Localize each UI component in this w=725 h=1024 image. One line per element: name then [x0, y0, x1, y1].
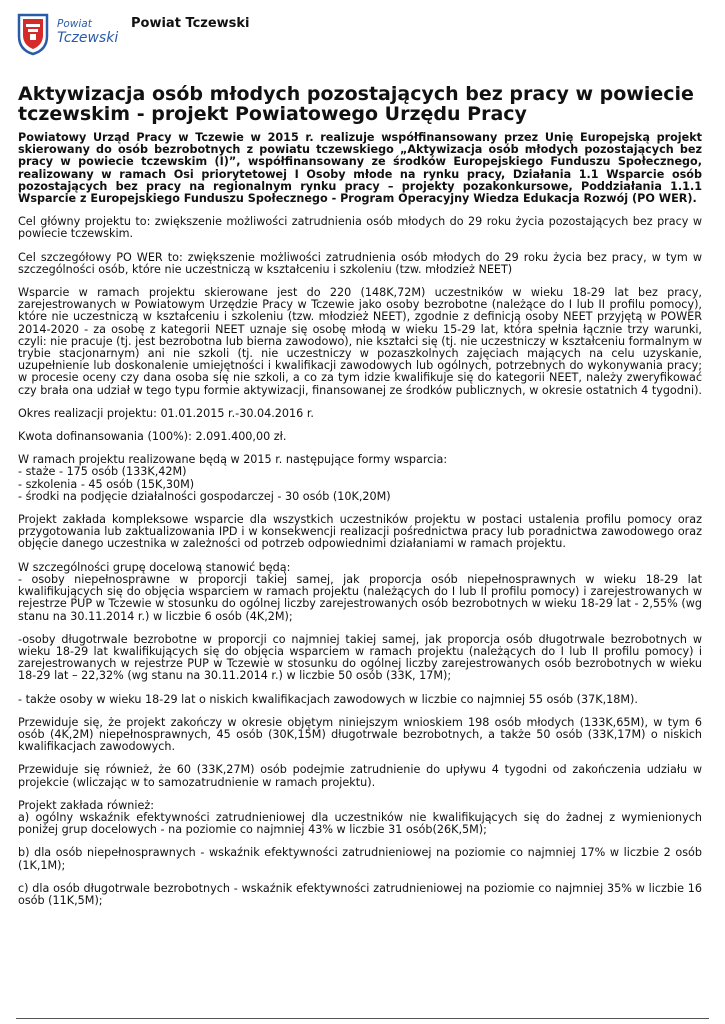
- site-name[interactable]: Powiat Tczewski: [131, 16, 250, 31]
- list-item: - szkolenia - 45 osób (15K,30M): [18, 477, 195, 491]
- indicators-intro: Projekt zakłada również:: [18, 798, 154, 812]
- paragraph-employment-forecast: Przewiduje się również, że 60 (33K,27M) osób podejmie zatrudnienie do upływu 4 tygodni od zakończenia udziału w projekcie (wliczając w to samozatrudnienie w ramach projektu).: [18, 763, 702, 789]
- county-logo[interactable]: [16, 12, 121, 62]
- paragraph-indicators: [18, 800, 702, 837]
- logo-wordmark: [57, 18, 118, 46]
- paragraph-main-goal: Cel główny projektu to: zwiększenie możliwości zatrudnienia osób młodych do 29 roku życia pozostających bez pracy w powiecie tczewskim.: [18, 215, 702, 241]
- paragraph-comprehensive-support: Projekt zakłada kompleksowe wsparcie dla wszystkich uczestników projektu w postaci ustalenia profilu pomocy oraz przygotowania lub zaktualizowania IPD i w konsekwencji realizacji pośrednictwa pracy lub poradnictwa zawodowego oraz objęcie danego uczestnika w zależności od potrzeb odpowiednimi działaniami w ramach projektu.: [18, 513, 702, 551]
- target-group-intro: W szczególności grupę docelową stanowić będą:: [18, 560, 291, 574]
- paragraph-low-qualifications: - także osoby w wieku 18-29 lat o niskich kwalifikacjach zawodowych w liczbie co najmniej 55 osób (37K,18M).: [18, 692, 638, 706]
- article-lead: Powiatowy Urząd Pracy w Tczewie w 2015 r. realizuje współfinansowany przez Unię Europejską projekt skierowany do osób bezrobotnych z powiatu tczewskiego „Aktywizacja osób młodych pozostających bez pracy w powiecie tczewskim (I)”, współfinansowany ze środków Europejskiego Funduszu Społecznego, realizowany w ramach Osi priorytetowej I Osoby młode na rynku pracy, Działania 1.1 Wsparcie osób pozostających bez pracy na regionalnym rynku pracy – projekty pozakonkursowe, Poddziałania 1.1.1 Wsparcie z Europejskiego Funduszu Społecznego - Program Operacyjny Wiedza Edukacja Rozwój (PO WER).: [18, 131, 702, 206]
- logo-line2: Tczewski: [57, 30, 119, 46]
- disabled-group-text: - osoby niepełnosprawne w proporcji takiej samej, jak proporcja osób niepełnosprawnych w wieku 18-29 lat kwalifikujących się do objęcia wsparciem w ramach projektu (należących do I lub II profilu pomocy) i zarejestrowanych w rejestrze PUP w Tczewie w stosunku do ogólnej liczby zarejestrowanych osób bezrobotnych w wieku 18-29 lat - 2,55% (wg stanu na 30.11.2014 r.) w liczbie 6 osób (4K,2M);: [18, 572, 702, 623]
- paragraph-disabled-group: [18, 562, 702, 623]
- paragraph-long-term-unemployed: -osoby długotrwale bezrobotne w proporcji co najmniej takiej samej, jak proporcja osób długotrwale bezrobotnych w wieku 18-29 lat kwalifikujących się do objęcia wsparciem w ramach projektu (należących do I lub II profilu pomocy) i zarejestrowanych w rejestrze PUP w Tczewie w stosunku do ogólnej liczby zarejestrowanych osób bezrobotnych w wieku 18-29 lat – 22,32% (wg stanu na 30.11.2014 r.) w liczbie 50 osób (33K, 17M);: [18, 632, 702, 683]
- paragraph-period: Okres realizacji projektu: 01.01.2015 r.-30.04.2016 r.: [18, 406, 314, 420]
- indicator-c: c) dla osób długotrwale bezrobotnych - wskaźnik efektywności zatrudnieniowej na poziomie co najmniej 35% w liczbie 16 osób (11K,5M);: [18, 881, 702, 907]
- indicator-a: a) ogólny wskaźnik efektywności zatrudnieniowej dla uczestników nie kwalifikujących się do żadnej z wymienionych poniżej grup docelowych - na poziomie co najmniej 43% w liczbie 31 osób(26K,5M);: [18, 810, 702, 837]
- paragraph-completion-forecast: Przewiduje się, że projekt zakończy w okresie objętym niniejszym wnioskiem 198 osób młodych (133K,65M), w tym 6 osób (4K,2M) niepełnosprawnych, 45 osób (30K,15M) długotrwale bezrobotnych, a także 50 osób (33K,17M) o niskich kwalifikacjach zawodowych.: [18, 715, 702, 754]
- logo-line1: Powiat: [57, 18, 92, 30]
- paragraph-funding: Kwota dofinansowania (100%): 2.091.400,00 zł.: [18, 430, 287, 444]
- paragraph-target-group: Wsparcie w ramach projektu skierowane jest do 220 (148K,72M) uczestników w wieku 18-29 lat bez pracy, zarejestrowanych w Powiatowym Urzędzie Pracy w Tczewie jako osoby bezrobotne (należące do I lub II profilu pomocy), które nie uczestniczą w kształceniu i szkoleniu (tzw. młodzież NEET), zgodnie z definicją osoby NEET przyjętą w POWER 2014-2020 - za osobę z kategorii NEET uznaje się osobę młodą w wieku 15-29 lat, która spełnia łącznie trzy warunki, czyli: nie pracuje (tj. jest bezrobotna lub bierna zawodowo), nie kształci się (tj. nie uczestniczy w kształceniu formalnym w trybie stacjonarnym) ani nie szkoli (tj. nie uczestniczy w pozaszkolnych zajęciach mających na celu uzyskanie, uzupełnienie lub doskonalenie umiejętności i kwalifikacji zawodowych lub ogólnych, potrzebnych do wykonywania pracy; w procesie oceny czy dana osoba się nie szkoli, a co za tym idzie kwalifikuje się do kategorii NEET, należy zweryfikować czy brała ona udział w tego typu formie aktywizacji, finansowanej ze środków publicznych, w okresie ostatnich 4 tygodni).: [18, 286, 702, 397]
- article-title: Aktywizacja osób młodych pozostających bez pracy w powiecie tczewskim - projekt Powiatowego Urzędu Pracy: [18, 83, 694, 125]
- paragraph-specific-goal: Cel szczegółowy PO WER to: zwiększenie możliwości zatrudnienia osób młodych do 29 roku życia bez pracy, w tym w szczególności osób, które nie uczestniczą w kształceniu i szkoleniu (tzw. młodzież NEET): [18, 250, 702, 276]
- article: [18, 84, 702, 918]
- list-item: - staże - 175 osób (133K,42M): [18, 465, 187, 479]
- support-forms-intro: W ramach projektu realizowane będą w 2015 r. następujące formy wsparcia:: [18, 453, 448, 467]
- indicator-b: b) dla osób niepełnosprawnych - wskaźnik efektywności zatrudnieniowej na poziomie co najmniej 17% w liczbie 2 osób (1K,1M);: [18, 846, 702, 872]
- footer-divider: [16, 1018, 709, 1019]
- coat-of-arms-icon: [16, 12, 50, 56]
- list-item: - środki na podjęcie działalności gospodarczej - 30 osób (10K,20M): [18, 489, 391, 503]
- paragraph-support-forms: [18, 454, 702, 503]
- page-header: [16, 8, 709, 60]
